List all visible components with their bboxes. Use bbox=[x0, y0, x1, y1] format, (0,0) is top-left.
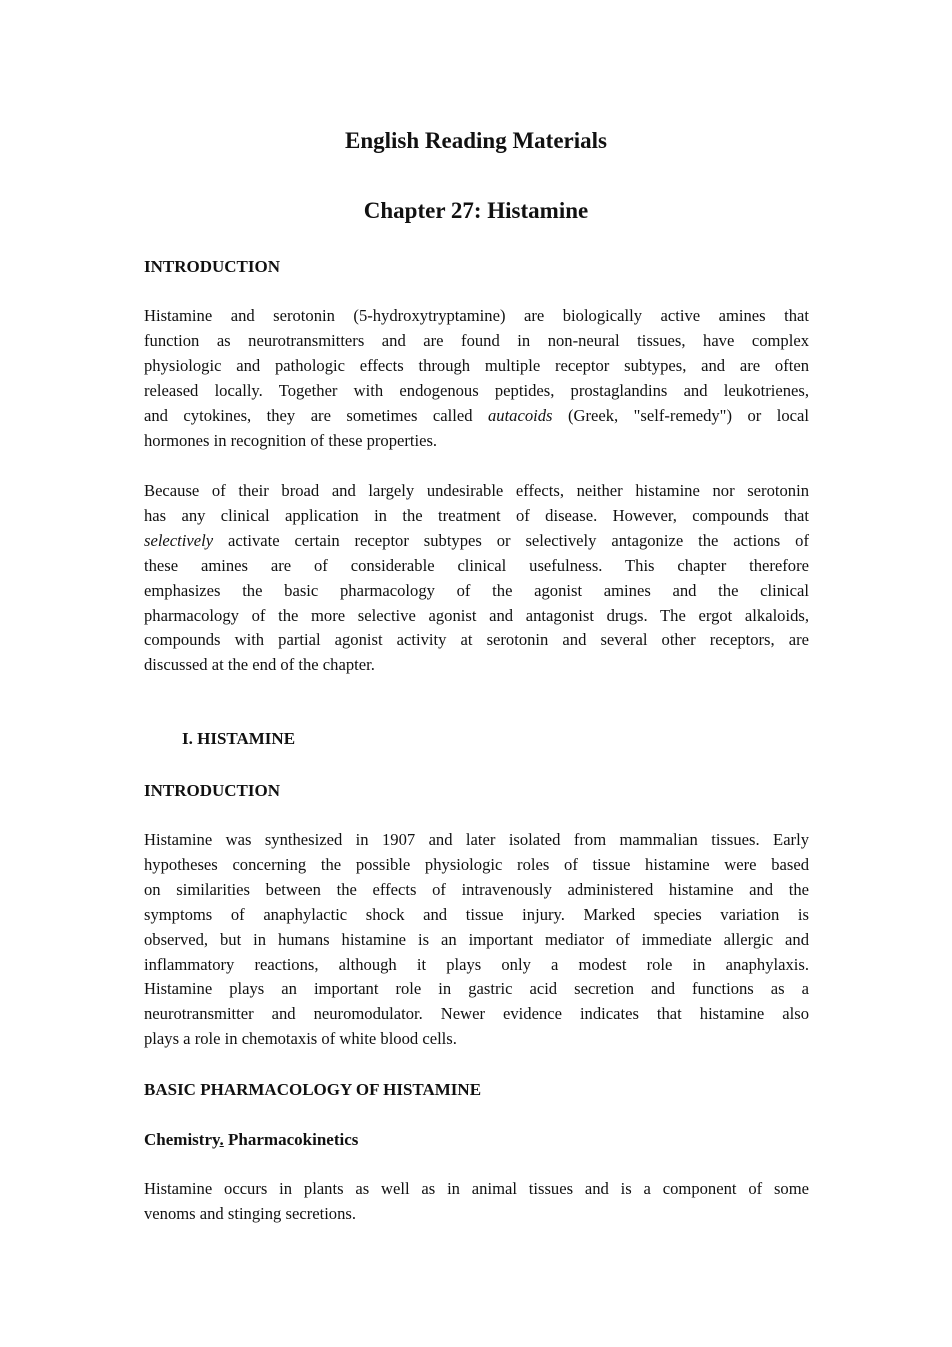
text-line: Histamine plays an important role in gastric acid secretion and functions as a bbox=[144, 979, 809, 999]
text-line: physiologic and pathologic effects through multiple receptor subtypes, and are often bbox=[144, 355, 809, 375]
text-line: pharmacology of the more selective agonist and antagonist drugs. The ergot alkaloids, bbox=[144, 605, 809, 625]
text-line bbox=[144, 529, 809, 554]
intro-paragraph-1 bbox=[144, 304, 809, 453]
text-line bbox=[144, 404, 809, 429]
emphasis-autacoids: autacoids bbox=[487, 405, 553, 425]
text-line: Because of their broad and largely undesirable effects, neither histamine nor serotonin bbox=[144, 481, 809, 500]
text-line: hormones in recognition of these properties. bbox=[144, 430, 438, 450]
section-heading-basic-pharmacology: BASIC PHARMACOLOGY OF HISTAMINE bbox=[144, 1080, 482, 1099]
section-heading-introduction: INTRODUCTION bbox=[144, 257, 281, 276]
text-fragment: activate certain receptor subtypes or selectively antagonize the actions of bbox=[213, 530, 809, 550]
text-line: Histamine and serotonin (5-hydroxytryptamine) are biologically active amines that bbox=[144, 306, 809, 325]
subsection-heading-chemistry-pharmacokinetics bbox=[144, 1129, 358, 1151]
text-fragment: and cytokines, they are sometimes called bbox=[144, 405, 488, 425]
chapter-title: Chapter 27: Histamine bbox=[363, 198, 589, 223]
text-line: hypotheses concerning the possible physiologic roles of tissue histamine were based bbox=[144, 854, 809, 874]
text-line: has any clinical application in the treatment of disease. However, compounds that bbox=[144, 505, 809, 525]
text-line: these amines are of considerable clinical usefulness. This chapter therefore bbox=[144, 555, 809, 575]
histamine-paragraph-1 bbox=[144, 828, 809, 1052]
section-heading-histamine: I. HISTAMINE bbox=[182, 729, 296, 748]
document-title: English Reading Materials bbox=[345, 128, 607, 153]
text-line: compounds with partial agonist activity at serotonin and several other receptors, are bbox=[144, 630, 809, 650]
text-line: neurotransmitter and neuromodulator. Newer evidence indicates that histamine also bbox=[144, 1004, 809, 1024]
intro-paragraph-2 bbox=[144, 479, 809, 678]
emphasis-selectively: selectively bbox=[144, 530, 214, 550]
text-line: plays a role in chemotaxis of white blood cells. bbox=[144, 1029, 457, 1049]
heading-fragment: Chemistry bbox=[144, 1130, 220, 1149]
heading-fragment: . bbox=[219, 1130, 224, 1149]
text-fragment: (Greek, "self-remedy") or local bbox=[552, 405, 809, 425]
text-line: Histamine occurs in plants as well as in animal tissues and is a component of some bbox=[144, 1179, 809, 1198]
text-line: observed, but in humans histamine is an important mediator of immediate allergic and bbox=[144, 929, 809, 949]
text-line: function as neurotransmitters and are found in non-neural tissues, have complex bbox=[144, 330, 809, 350]
text-line: released locally. Together with endogenous peptides, prostaglandins and leukotrienes, bbox=[144, 380, 809, 400]
text-line: on similarities between the effects of intravenously administered histamine and the bbox=[144, 879, 809, 899]
chemistry-paragraph-1 bbox=[144, 1177, 809, 1227]
text-line: emphasizes the basic pharmacology of the agonist amines and the clinical bbox=[144, 580, 809, 600]
text-line: discussed at the end of the chapter. bbox=[144, 655, 375, 675]
heading-fragment: Pharmacokinetics bbox=[223, 1130, 359, 1149]
text-line: venoms and stinging secretions. bbox=[144, 1203, 356, 1223]
text-line: inflammatory reactions, although it plays only a modest role in anaphylaxis. bbox=[144, 954, 809, 974]
text-line: Histamine was synthesized in 1907 and later isolated from mammalian tissues. Early bbox=[144, 830, 809, 849]
text-line: symptoms of anaphylactic shock and tissue injury. Marked species variation is bbox=[144, 904, 809, 924]
section-heading-histamine-introduction: INTRODUCTION bbox=[144, 781, 281, 800]
